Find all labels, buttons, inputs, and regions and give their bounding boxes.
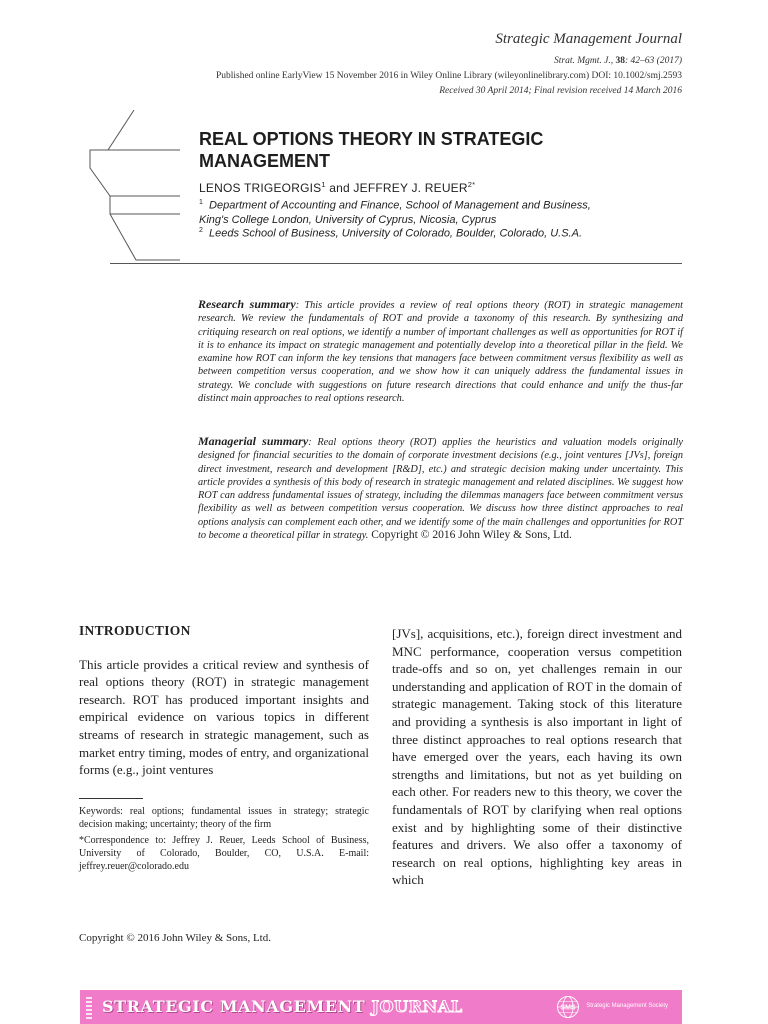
affiliation-1-sup: 1 [199,199,203,206]
research-summary-text: : This article provides a review of real options theory (ROT) in strategic management research. We review the fundamentals of ROT and provide a taxonomy of this research. By synthesizing and critiquing research on real options, we identify a number of important challenges as well as opportunities for ROT if it is to enhance its impact on strategic management and potentially develop into a theoretical pillar in the field. We examine how ROT can inform the key tensions that managers face between commitment versus flexibility as well as between competition versus cooperation, and we show how it can uniquely address the fundamental issues in strategy. We conclude with suggestions on future research directions that could enhance and unify the thus-far distinct main approaches to real options research. [198,300,683,405]
affiliation-2-text: Leeds School of Business, University of Colorado, Boulder, Colorado, U.S.A. [209,227,583,240]
research-summary-label: Research summary [198,297,296,311]
managerial-summary-text: : Real options theory (ROT) applies the heuristics and valuation models originally designed for financial securities to the domain of corporate investment decisions (e.g., joint ventures [JVs], foreign direct investment, research and development [R&D], etc.) and strategic decision making under uncertainty. This article provides a synthesis of this body of research in strategic management and related disciplines. We suggest how ROT can address fundamental issues of strategy, including the dilemmas managers face between commitment versus flexibility as well as between competition versus cooperation. We discuss how three distinct approaches to real options analysis can complement each other, and we identify some of the main challenges and opportunities for ROT to become a theoretical pillar in strategy. [198,437,684,542]
sms-logo-letters: SMS [560,1004,576,1012]
decorative-bracket-lines [84,110,194,270]
intro-paragraph-right: [JVs], acquisitions, etc.), foreign direct investment and MNC performance, cooperation versus competition trade-offs and so on, yet challenges remain in our understanding and application of ROT in the domain of strategic management. Taking stock of this literature and providing a synthesis is also important in light of three distinct approaches to real options research that have emerged over the years, each having its own strengths and limitations, but not as yet building on each other. For readers new to this theory, we cover the fundamentals of ROT by clarifying when real options exist and by highlighting some of their distinctive features and drivers. We also offer a taxonomy of research on real options, highlighting key areas in which [392,626,682,888]
affiliation-1-line-1: Department of Accounting and Finance, School of Management and Business, [209,199,591,212]
summary-copyright: Copyright © 2016 John Wiley & Sons, Ltd. [368,529,572,542]
affiliation-2-sup: 2 [199,227,203,234]
managerial-summary [198,435,683,542]
author-conjunction: and [325,181,354,195]
article-title [199,128,669,172]
intro-paragraph-left: This article provides a critical review and synthesis of real options theory (ROT) in strategic management research. ROT has produced important insights and empirical evidence on various topics in different streams of research in strategic management, such as market entry timing, modes of entry, and organizational forms (e.g., joint ventures [79,656,369,778]
managerial-summary-label: Managerial summary [198,434,309,448]
section-heading: INTRODUCTION [79,623,191,638]
title-line-2: MANAGEMENT [199,151,330,171]
author-2-sup: 2* [467,180,476,189]
banner-title-journal: JOURNAL [371,997,463,1016]
banner-title-strategic: STRATEGIC MANAGEMENT [102,997,372,1016]
banner-stripe-decoration [86,995,92,1019]
journal-banner [80,990,682,1024]
title-rule [110,263,682,264]
affiliation-1-line-2: King's College London, University of Cyprus, Nicosia, Cyprus [199,213,497,226]
citation-prefix: Strat. Mgmt. J., [554,56,614,66]
citation-pages: : 42–63 (2017) [625,56,682,66]
author-1-sup: 1 [321,180,326,189]
citation-volume: 38 [615,56,625,66]
sms-globe-logo [556,995,580,1019]
banner-title [102,997,463,1016]
title-line-1: REAL OPTIONS THEORY IN STRATEGIC [199,129,544,149]
affiliation-2 [199,224,582,241]
correspondence-footnote: *Correspondence to: Jeffrey J. Reuer, Leeds School of Business, University of Colorado, Boulder, CO, U.S.A. E-mail: jeffrey.reuer@colorado.edu [79,835,369,872]
research-summary [198,298,683,405]
author-list [199,180,475,195]
society-name: Strategic Management Society [586,1003,668,1009]
footnote-rule [79,798,143,799]
author-2: JEFFREY J. REUER [353,181,468,195]
body-right-column [392,625,682,889]
journal-name: Strategic Management Journal [495,31,682,47]
copyright-notice: Copyright © 2016 John Wiley & Sons, Ltd. [79,932,271,944]
author-1: LENOS TRIGEORGIS [199,181,322,195]
keywords-footnote: Keywords: real options; fundamental issues in strategy; strategic decision making; uncertainty; theory of the firm [79,806,369,830]
body-left-column [79,622,369,779]
affiliation-1 [199,196,591,227]
citation [554,56,682,66]
published-online: Published online EarlyView 15 November 2016 in Wiley Online Library (wileyonlinelibrary.com) DOI: 10.1002/smj.2593 [215,71,682,81]
received-dates: Received 30 April 2014; Final revision received 14 March 2016 [439,86,682,96]
